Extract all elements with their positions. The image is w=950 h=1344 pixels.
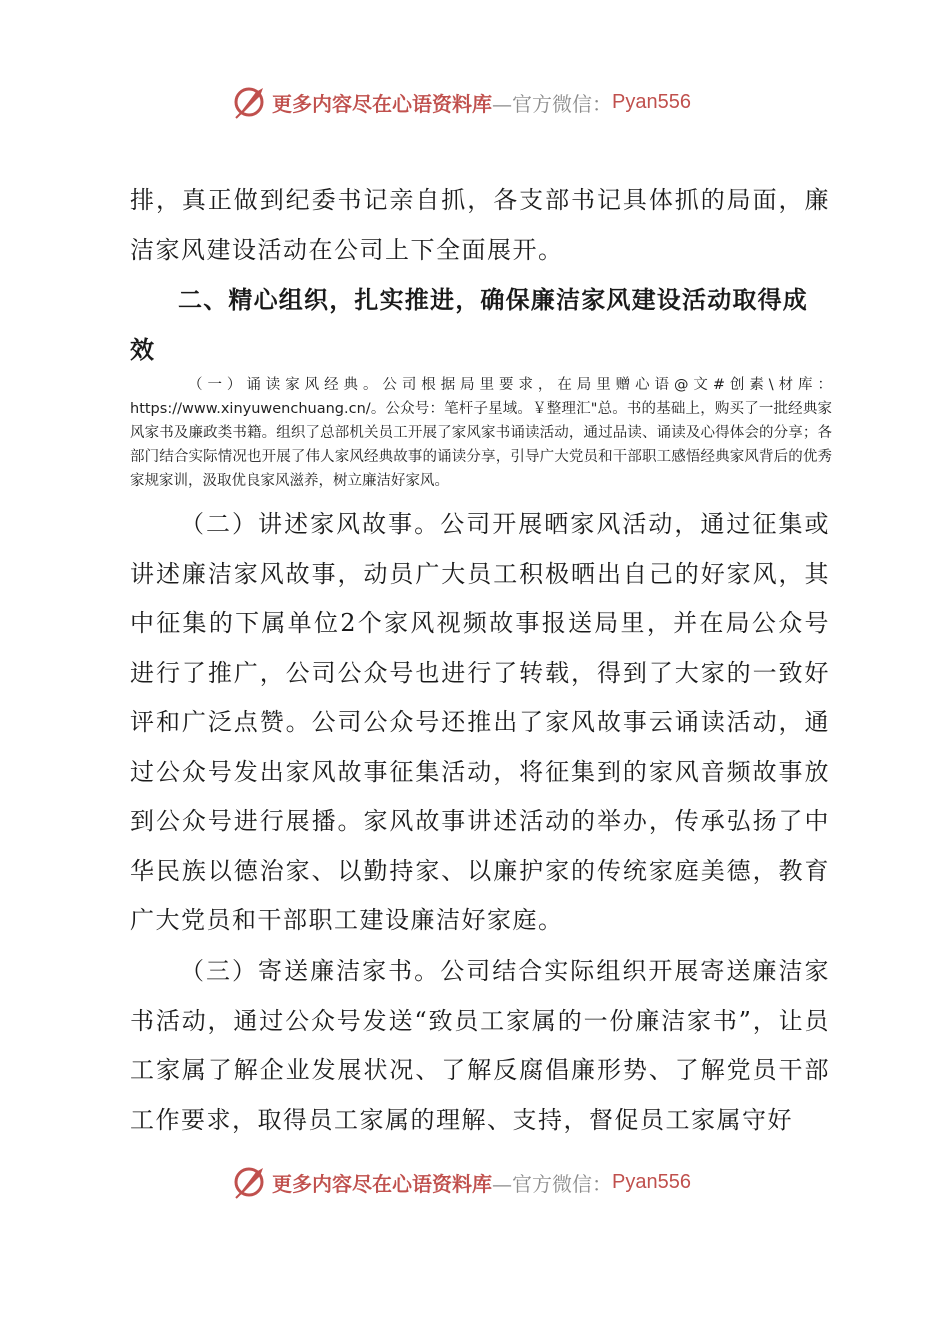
banner-title: 更多内容尽在心语资料库	[272, 1171, 492, 1196]
banner-official-label: —官方微信：	[492, 1171, 612, 1196]
banner-wechat-id: Pyan556	[612, 90, 691, 113]
banner-title: 更多内容尽在心语资料库	[272, 91, 492, 116]
banner-official-label: —官方微信：	[492, 91, 612, 116]
quill-logo-icon	[230, 1162, 270, 1202]
intro-paragraph: 排，真正做到纪委书记亲自抓，各支部书记具体抓的局面，廉洁家风建设活动在公司上下全面展开。	[130, 186, 830, 264]
section-heading: 二、精心组织，扎实推进，确保廉洁家风建设活动取得成效	[130, 286, 808, 364]
section-one-paragraph: （一）诵读家风经典。公司根据局里要求，在局里赠心语@文#创素\材库：https://www.xinyuwenchuang.cn/。公众号：笔杆子星域。￥整理汇"总。书的基础上，购买了一批经典家风家书及廉政类书籍。组织了总部机关员工开展了家风家书诵读活动，通过品读、诵读及心得体会的分享；各部门结合实际情况也开展了伟人家风经典故事的诵读分享，引导广大党员和干部职工感悟经典家风背后的优秀家规家训，汲取优良家风滋养，树立廉洁好家风。	[130, 377, 832, 489]
footer-banner	[230, 1162, 691, 1202]
section-three-paragraph: （三）寄送廉洁家书。公司结合实际组织开展寄送廉洁家书活动，通过公众号发送“致员工家属的一份廉洁家书”，让员工家属了解企业发展状况、了解反腐倡廉形势、了解党员干部工作要求，取得员工家属的理解、支持，督促员工家属守好	[130, 957, 830, 1134]
quill-logo-icon	[230, 82, 270, 122]
section-two-paragraph: （二）讲述家风故事。公司开展晒家风活动，通过征集或讲述廉洁家风故事，动员广大员工积极晒出自己的好家风，其中征集的下属单位2个家风视频故事报送局里，并在局公众号进行了推广，公司公众号也进行了转载，得到了大家的一致好评和广泛点赞。公司公众号还推出了家风故事云诵读活动，通过公众号发出家风故事征集活动，将征集到的家风音频故事放到公众号进行展播。家风故事讲述活动的举办，传承弘扬了中华民族以德治家、以勤持家、以廉护家的传统家庭美德，教育广大党员和干部职工建设廉洁好家庭。	[130, 510, 830, 934]
header-banner	[230, 82, 691, 122]
banner-wechat-id: Pyan556	[612, 1170, 691, 1193]
